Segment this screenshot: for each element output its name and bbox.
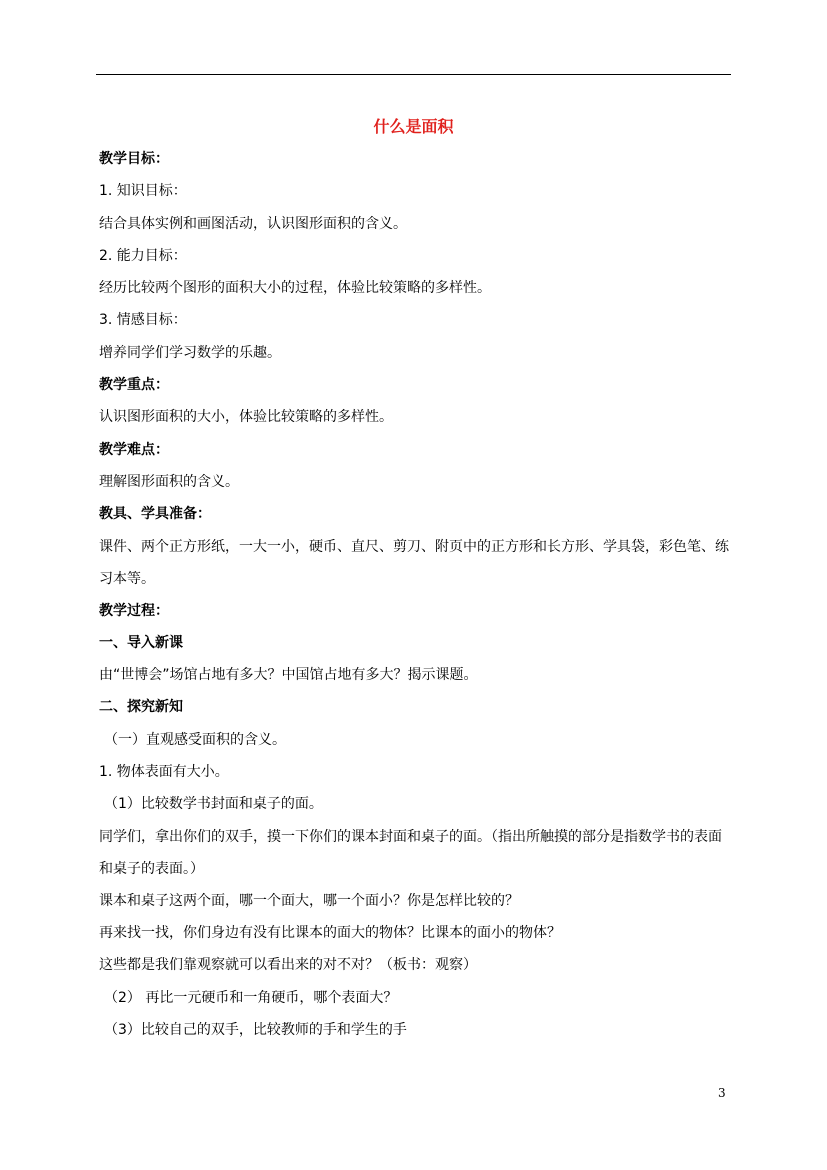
paragraph: 3. 情感目标：	[99, 312, 187, 329]
document-title: 什么是面积	[373, 117, 454, 136]
section-heading: 教学目标：	[99, 151, 169, 167]
paragraph: 课本和桌子这两个面，哪一个面大，哪一个面小？你是怎样比较的？	[99, 892, 519, 909]
section-heading: 一、导入新课	[99, 634, 183, 651]
paragraph: （3）比较自己的双手，比较教师的手和学生的手	[104, 1021, 407, 1038]
section-heading: 教学难点：	[99, 441, 169, 458]
header-rule	[96, 74, 731, 75]
section-heading: 教具、学具准备：	[99, 506, 211, 523]
paragraph: 1. 物体表面有大小。	[99, 764, 229, 781]
paragraph: 由“世博会”场馆占地有多大？中国馆占地有多大？揭示课题。	[99, 667, 478, 684]
paragraph: 1. 知识目标：	[99, 183, 187, 200]
paragraph: 同学们，拿出你们的双手，摸一下你们的课本封面和桌子的面。（指出所触摸的部分是指数学书的表面和桌子的表面。）	[99, 828, 722, 877]
paragraph: 理解图形面积的含义。	[99, 473, 239, 490]
paragraph: 课件、两个正方形纸，一大一小，硬币、直尺、剪刀、附页中的正方形和长方形、学具袋，彩色笔、练习本等。	[99, 538, 729, 587]
section-heading: 教学重点：	[99, 377, 169, 394]
paragraph: （一）直观感受面积的含义。	[104, 731, 286, 748]
paragraph: 增养同学们学习数学的乐趣。	[99, 344, 281, 361]
section-heading: 教学过程：	[99, 602, 169, 619]
paragraph: 结合具体实例和画图活动，认识图形面积的含义。	[99, 215, 407, 232]
paragraph: 再来找一找，你们身边有没有比课本的面大的物体？比课本的面小的物体？	[99, 924, 561, 941]
paragraph: 2. 能力目标：	[99, 247, 187, 264]
document-body	[99, 148, 735, 1051]
section-heading: 二、探究新知	[99, 699, 183, 716]
paragraph: 这些都是我们靠观察就可以看出来的对不对？（板书：观察）	[99, 957, 477, 974]
page-number: 3	[718, 1086, 726, 1100]
paragraph: 认识图形面积的大小，体验比较策略的多样性。	[99, 409, 393, 426]
paragraph: 经历比较两个图形的面积大小的过程，体验比较策略的多样性。	[99, 280, 491, 297]
paragraph: （2） 再比一元硬币和一角硬币，哪个表面大？	[104, 989, 398, 1006]
paragraph: （1）比较数学书封面和桌子的面。	[104, 796, 323, 813]
